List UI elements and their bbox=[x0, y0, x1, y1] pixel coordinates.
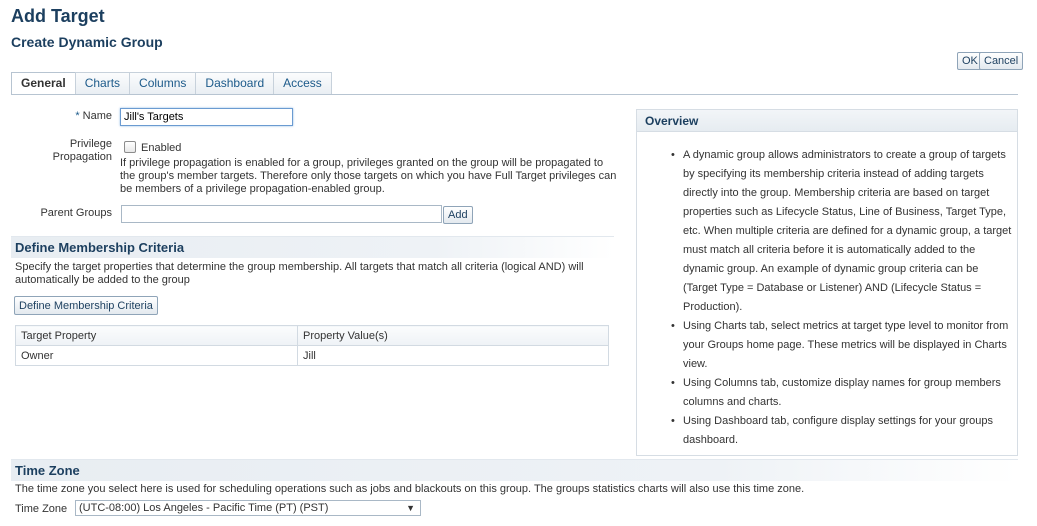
overview-item: • Using Dashboard tab, configure display settings for your groups dashboard. bbox=[683, 412, 1013, 450]
timezone-label: Time Zone bbox=[15, 503, 68, 515]
membership-section-header bbox=[11, 236, 614, 258]
tab-access[interactable]: Access bbox=[273, 72, 332, 94]
privilege-propagation-label-line1: Privilege bbox=[69, 138, 112, 150]
membership-description: Specify the target properties that determine the group membership. All targets that match all criteria (logical AND) will automatically be added to the group bbox=[15, 261, 584, 286]
column-header-property-values: Property Value(s) bbox=[298, 326, 609, 346]
membership-section-title: Define Membership Criteria bbox=[15, 240, 185, 255]
cancel-button[interactable]: Cancel bbox=[979, 52, 1023, 70]
add-parent-group-button[interactable]: Add bbox=[443, 206, 473, 224]
dropdown-arrow-icon: ▼ bbox=[406, 503, 415, 513]
table-row[interactable] bbox=[16, 346, 609, 366]
tab-bar bbox=[11, 72, 331, 95]
tab-divider bbox=[11, 94, 1018, 95]
overview-list bbox=[683, 146, 1013, 450]
timezone-select[interactable] bbox=[75, 500, 421, 516]
page-subtitle: Create Dynamic Group bbox=[11, 34, 163, 50]
parent-groups-input[interactable] bbox=[121, 205, 442, 223]
table-header-row bbox=[16, 326, 609, 346]
overview-item: • Using Charts tab, select metrics at target type level to monitor from your Groups home page. These metrics will be displayed in Charts view. bbox=[683, 317, 1013, 374]
parent-groups-label: Parent Groups bbox=[40, 207, 112, 219]
tab-columns[interactable]: Columns bbox=[129, 72, 196, 94]
cell-target-property: Owner bbox=[16, 346, 298, 366]
required-indicator: * bbox=[75, 110, 80, 122]
ok-button[interactable]: OK bbox=[957, 52, 983, 70]
overview-item: • Using Columns tab, customize display names for group members columns and charts. bbox=[683, 374, 1013, 412]
cell-property-value: Jill bbox=[298, 346, 609, 366]
privilege-propagation-label-line2: Propagation bbox=[52, 151, 112, 163]
name-input[interactable] bbox=[120, 108, 293, 126]
overview-item: • A dynamic group allows administrators to create a group of targets by specifying its membership criteria instead of adding targets directly into the group. Membership criteria are based on target properties such as Lifecycle Status, Line of Business, Target Type, etc. When multiple criteria are defined for a dynamic group, a target must match all criteria before it is automatically added to the dynamic group. An example of dynamic group criteria can be (Target Type = Database or Listener) AND (Lifecycle Status = Production). bbox=[683, 146, 1013, 317]
overview-title: Overview bbox=[645, 114, 699, 128]
tab-dashboard[interactable]: Dashboard bbox=[195, 72, 274, 94]
enabled-checkbox[interactable] bbox=[124, 141, 136, 153]
enabled-label: Enabled bbox=[141, 142, 182, 154]
timezone-section-header bbox=[11, 459, 1018, 481]
tab-charts[interactable]: Charts bbox=[75, 72, 130, 94]
timezone-section-title: Time Zone bbox=[15, 463, 80, 478]
name-label: * Name bbox=[75, 110, 112, 122]
privilege-help-text: If privilege propagation is enabled for a group, privileges granted on the group will be propagated to the group's member targets. Therefore only those targets on which you have Full Target privileges can be members of a privilege propagation-enabled group. bbox=[120, 157, 617, 195]
membership-criteria-table bbox=[15, 325, 609, 366]
overview-header bbox=[637, 110, 1017, 132]
define-membership-criteria-button[interactable]: Define Membership Criteria bbox=[14, 296, 158, 315]
overview-panel bbox=[636, 109, 1018, 456]
tab-general[interactable]: General bbox=[11, 72, 76, 95]
timezone-description: The time zone you select here is used for scheduling operations such as jobs and blackouts on this group. The groups statistics charts will also use this time zone. bbox=[15, 483, 805, 495]
column-header-target-property: Target Property bbox=[16, 326, 298, 346]
timezone-selected-value: (UTC-08:00) Los Angeles - Pacific Time (PT) (PST) bbox=[79, 502, 329, 514]
page-title: Add Target bbox=[11, 6, 105, 26]
